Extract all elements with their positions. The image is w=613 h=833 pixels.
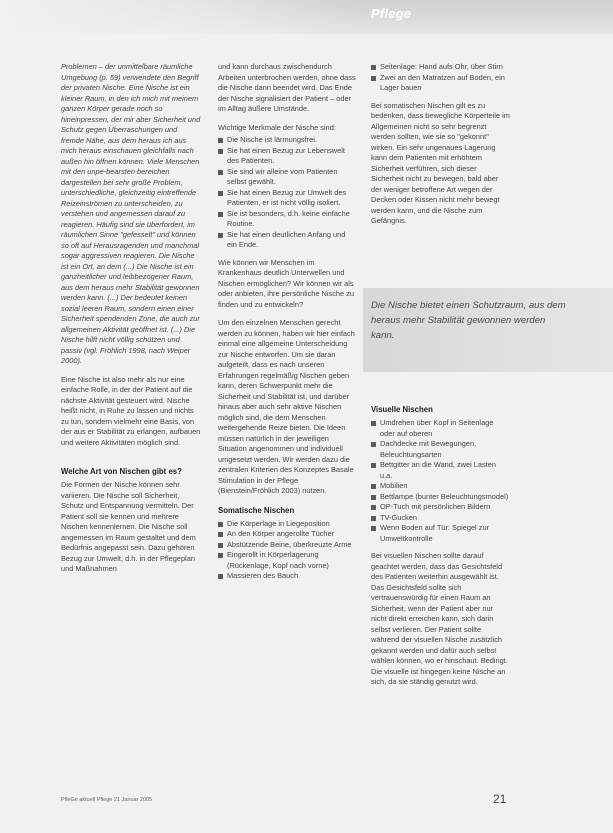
col1-paragraph-2: Eine Nische ist also mehr als nur eine einfache Rolle, in der der Patient auf die nächste Aktivität gesteuert wird. Nische heißt nicht, in Ruhe zu lassen und nichts zu tun, sondern vielmehr eine Basis, von der aus er Stabilität zu erlangen, aufbauen und weitere Aktivitäten möglich sind. [61,374,201,447]
list-item: Mobilien [371,481,510,492]
list-item: Wenn Boden auf Tür: Spiegel zur Umweltkontrolle [371,523,510,544]
col2-list-intro: Wichtige Merkmale der Nische sind: [218,122,336,132]
header-fade [0,0,360,34]
column-2 [218,62,356,589]
col3-bullet-list-1 [371,62,510,94]
column-3-lower [371,404,510,696]
col1-subheading: Welche Art von Nischen gibt es? [61,467,182,476]
list-item: Bettlampe (bunter Beleuchtungsmodel) [371,492,510,503]
list-item: Sie hat einen Bezug zur Lebenswelt des Patienten. [218,146,356,167]
col3-paragraph-1: Bei somatischen Nischen gilt es zu bedenken, dass bewegliche Körperteile im Allgemeinen nicht so sehr begrenzt werden sollten, wie sie so "gekonnt" wirken. Ein sehr ungenaues Lagerung kann dem Patienten mit erhöhtem Sicherheit verführen, sich dieser Sicherheit nicht zu bewegen, bald aber der weniger betroffene Art wegen der Decken oder Kissen nicht mehr bewegt werden kann, und die Nische zum Gefängnis. [371,100,510,225]
list-item: Umdrehen über Kopf in Seitenlage oder auf oberen [371,418,510,439]
col2-bullet-list-1 [218,135,356,251]
list-item: Dachdecke mit Bewegungen, Beleuchtungsarten [371,439,510,460]
list-item: Zwei an den Matratzen auf Boden, ein Lager bauen [371,73,510,94]
col3-subheading: Visuelle Nischen [371,405,433,414]
col3-bullet-list-2 [371,418,510,544]
column-1 [61,62,202,583]
col2-subheading: Somatische Nischen [218,505,295,515]
list-item: Die Nische ist lärmungsfrei. [218,135,356,146]
list-item: Eingerollt in Körperlagerung (Rückenlage, Kopf nach vorne) [218,550,356,571]
list-item: Bettgitter an die Wand, zwei Lasten u.a. [371,460,510,481]
list-item: Sie hat einen deutlichen Anfang und ein Ende. [218,230,356,251]
list-item: Abstützende Beine, überkreuzte Arme [218,540,356,551]
list-item: OP-Tuch mit persönlichen Bildern [371,502,510,513]
col2-paragraph-1: und kann durchaus zwischendurch Arbeiten unterbrochen werden, ohne dass die Nische dann beendet wird. Das Ende der Nische signalisiert der Patient – oder im Alltag äußere Umstände. [218,62,356,113]
col2-bullet-list-2 [218,519,356,582]
col2-paragraph-3: Um den einzelnen Menschen gerecht werden zu können, haben wir hier einfach einmal eine allgemeine Unterscheidung zur Nische entworfen. Um sie daran aufgeteilt, dass es nach unseren Erfahrungen regelmäßig Nischen geben kann, deren Schwerpunkt mehr die Sicherheit und Stabilität ist, und darüber hinaus aber auch sehr aktive Nischen möglich sind, die dem Menschen weitergehende Reize bieten. Die Ideen müssen natürlich in der jeweiligen Situation angenommen und individuell umgesetzt werden. Wir werden dazu die zentralen Kriterien des Konzeptes Basale Stimulation in der Pflege (Bienstein/Fröhlich 2003) nutzen. [218,318,355,495]
page-number: 21 [493,792,507,806]
list-item: An den Körper angerollte Tücher [218,529,356,540]
list-item: Sie ist besonders, d.h. keine einfache Routine. [218,209,356,230]
list-item: Massieren des Bauch [218,571,356,582]
pullquote: Die Nische bietet einen Schutzraum, aus dem heraus mehr Stabilität gewonnen werden kann. [371,300,566,341]
col1-paragraph-3: Die Formen der Nische können sehr variieren. Die Nische soll Sicherheit, Schutz und Entspannung vermitteln. Der Patient soll sie kennen und mehrere Nischen kennenlernen. Die Nische soll angemessen im Raum gestaltet und dem Bedürfnis angepasst sein. Dazu gehören Bezug zur Umwelt, d.h. in der Pflegeplan und Maßnahmen [61,480,196,573]
list-item: Die Körperlage in Liegeposition [218,519,356,530]
section-label: Pflege [371,6,412,21]
col1-paragraph-1: Problemen – der unmittelbare räumliche Umgebung (p. 59) verwendete den Begriff der privaten Nische. Eine Nische ist ein kleiner Raum, in den ich mich mit meinem ganzen Körper gerade noch so hineinpressen, der mir aber Sicherheit und Schutz gegen Überraschungen und fremde Nähe, aus dem heraus ich aus mich heraus einschauen gleichfalls nach außen hin öffnen können. Viele Menschen mit den unpe-bearsten bereichen dargestellen bei sehr große Problem, unterschiedliche, gleichzeitig eintreffende Reizeinströmen zu unterscheiden, zu verstehen und angemessen darauf zu reagieren. Häufig sind sie überfordert, im räumlichen Sinne "gefesselt" und können so oft auf Herausragenden und manchmal sogar aggressiven reagieren. Die Nische ist ein Ort, an dem (...) Die Nische ist ein ganzheitlicher und leibbezogener Raum, aus dem heraus mehr Stabilität gewonnen werden kann. (...) Der bedeutet keinen sozial leeren Raum, sondern einen einer Sicherheit spendenden Zone, die auch zur allgemeinen Aktivität geöffnet ist. (...) Die Nische hilft nicht völlig schützen und passiv (vgl. Fröhlich 1998, nach Weiper 2000). [61,62,201,365]
column-3 [371,62,510,235]
list-item: Seitenlage: Hand aufs Ohr, über Stirn [371,62,510,73]
list-item: TV-Gucken [371,513,510,524]
col2-paragraph-2: Wie können wir Menschen im Krankenhaus deutlich Unterwellen und Nischen ermöglichen? Wir können wir als oder anbieten, ihre persönliche Nische zu finden und zu entwickeln? [218,257,354,309]
footer-publication: PfleGe aktuell Pflege 21 Januar 2005 [61,797,153,803]
list-item: Sie hat einen Bezug zur Umwelt des Patienten, er ist nicht völlig isoliert. [218,188,356,209]
col3-paragraph-2: Bei visuellen Nischen sollte darauf geachtet werden, dass das Gesichtsfeld des Patienten weiterhin ausgewählt ist. Das Gesichtsfeld sollte sich vertrauenswürdig für einen Raum an Sicherheit, wenn der Patient aber nur nicht direkt erreichen kann, sich darin selbst verlieren. Der Patient sollte während der visuellen Nische zusätzlich gekannt werden und dafür auch selbst wählen können, wo er hinschaut. Bedingt. Die visuelle ist hingegen keine Nische an sich, da sie ständig genutzt wird. [371,551,508,686]
list-item: Sie sind wir alleine vom Patienten selbst gewählt. [218,167,356,188]
